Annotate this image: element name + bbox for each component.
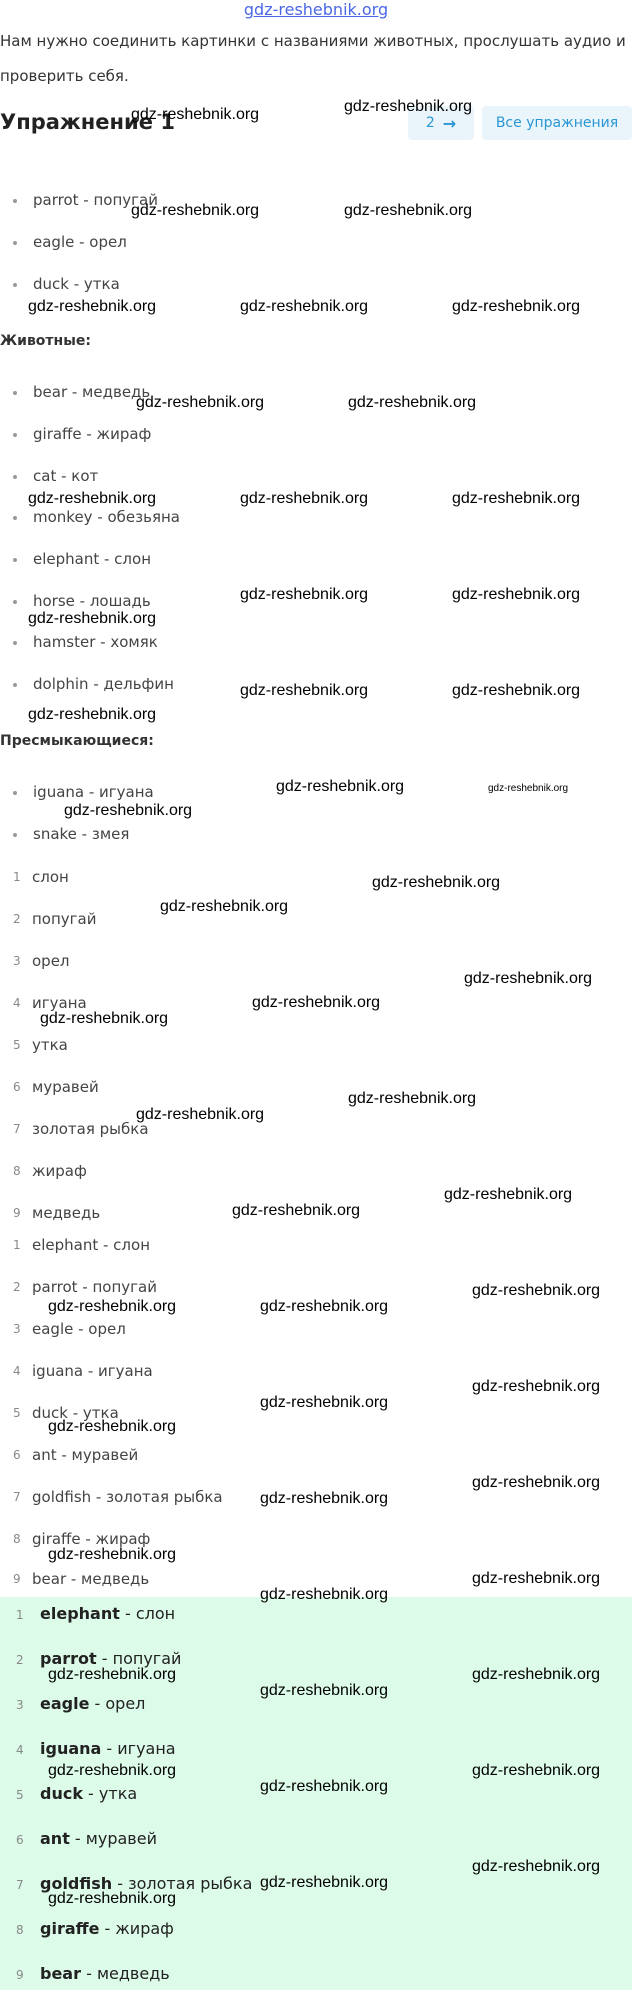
watermark: gdz-reshebnik.org [260, 1682, 389, 1699]
bullet-icon [13, 558, 17, 562]
watermark: gdz-reshebnik.org [472, 1666, 601, 1683]
watermark: gdz-reshebnik.org [260, 1298, 389, 1315]
watermark: gdz-reshebnik.org [48, 1418, 177, 1435]
bullet-icon [13, 475, 17, 479]
arrow-right-icon: → [442, 113, 457, 133]
watermark: gdz-reshebnik.org [276, 778, 405, 795]
watermark: gdz-reshebnik.org [240, 586, 369, 603]
exercise-title: Упражнение 1 [0, 110, 175, 134]
watermark: gdz-reshebnik.org [348, 394, 477, 411]
bullet-icon [13, 241, 17, 245]
watermark: gdz-reshebnik.org [488, 783, 569, 794]
bullet-icon [13, 683, 17, 687]
watermark: gdz-reshebnik.org [344, 98, 473, 115]
watermark: gdz-reshebnik.org [64, 802, 193, 819]
watermark: gdz-reshebnik.org [240, 490, 369, 507]
watermark: gdz-reshebnik.org [131, 202, 260, 219]
bullet-icon [13, 833, 17, 837]
watermark: gdz-reshebnik.org [472, 1762, 601, 1779]
watermark: gdz-reshebnik.org [240, 682, 369, 699]
watermark: gdz-reshebnik.org [260, 1394, 389, 1411]
next-exercise-label: 2 [425, 115, 435, 131]
watermark: gdz-reshebnik.org [136, 1106, 265, 1123]
bullet-icon [13, 391, 17, 395]
intro-text: Нам нужно соединить картинки с названиями животных, прослушать аудио и проверить себя. [0, 32, 626, 85]
bullet-icon [13, 433, 17, 437]
watermark: gdz-reshebnik.org [48, 1890, 177, 1907]
watermark: gdz-reshebnik.org [344, 202, 473, 219]
watermark: gdz-reshebnik.org [240, 298, 369, 315]
watermark: gdz-reshebnik.org [452, 298, 581, 315]
watermark: gdz-reshebnik.org [444, 1186, 573, 1203]
bullet-icon [13, 516, 17, 520]
watermark: gdz-reshebnik.org [131, 106, 260, 123]
watermark: gdz-reshebnik.org [260, 1586, 389, 1603]
watermark: gdz-reshebnik.org [260, 1490, 389, 1507]
watermark: gdz-reshebnik.org [232, 1202, 361, 1219]
section-heading-animals: Животные: [0, 333, 91, 349]
watermark: gdz-reshebnik.org [472, 1858, 601, 1875]
watermark: gdz-reshebnik.org [48, 1546, 177, 1563]
watermark: gdz-reshebnik.org [48, 1298, 177, 1315]
watermark: gdz-reshebnik.org [260, 1778, 389, 1795]
watermark: gdz-reshebnik.org [452, 682, 581, 699]
watermark: gdz-reshebnik.org [348, 1090, 477, 1107]
bullet-icon [13, 641, 17, 645]
watermark: gdz-reshebnik.org [372, 874, 501, 891]
watermark: gdz-reshebnik.org [472, 1570, 601, 1587]
watermark: gdz-reshebnik.org [160, 898, 289, 915]
watermark: gdz-reshebnik.org [472, 1378, 601, 1395]
site-link[interactable]: gdz-reshebnik.org [243, 0, 389, 19]
bullet-icon [13, 199, 17, 203]
watermark: gdz-reshebnik.org [28, 490, 157, 507]
watermark: gdz-reshebnik.org [48, 1666, 177, 1683]
all-exercises-button[interactable]: Все упражнения [482, 106, 632, 140]
watermark: gdz-reshebnik.org [40, 1010, 169, 1027]
watermark: gdz-reshebnik.org [28, 610, 157, 627]
bullet-icon [13, 283, 17, 287]
bullet-icon [13, 791, 17, 795]
watermark: gdz-reshebnik.org [136, 394, 265, 411]
watermark: gdz-reshebnik.org [48, 1762, 177, 1779]
bullet-icon [13, 600, 17, 604]
watermark: gdz-reshebnik.org [472, 1474, 601, 1491]
watermark: gdz-reshebnik.org [28, 706, 157, 723]
watermark: gdz-reshebnik.org [260, 1874, 389, 1891]
watermark: gdz-reshebnik.org [452, 490, 581, 507]
section-heading-reptiles: Пресмыкающиеся: [0, 733, 154, 749]
watermark: gdz-reshebnik.org [28, 298, 157, 315]
watermark: gdz-reshebnik.org [464, 970, 593, 987]
watermark: gdz-reshebnik.org [452, 586, 581, 603]
watermark: gdz-reshebnik.org [472, 1282, 601, 1299]
watermark: gdz-reshebnik.org [252, 994, 381, 1011]
